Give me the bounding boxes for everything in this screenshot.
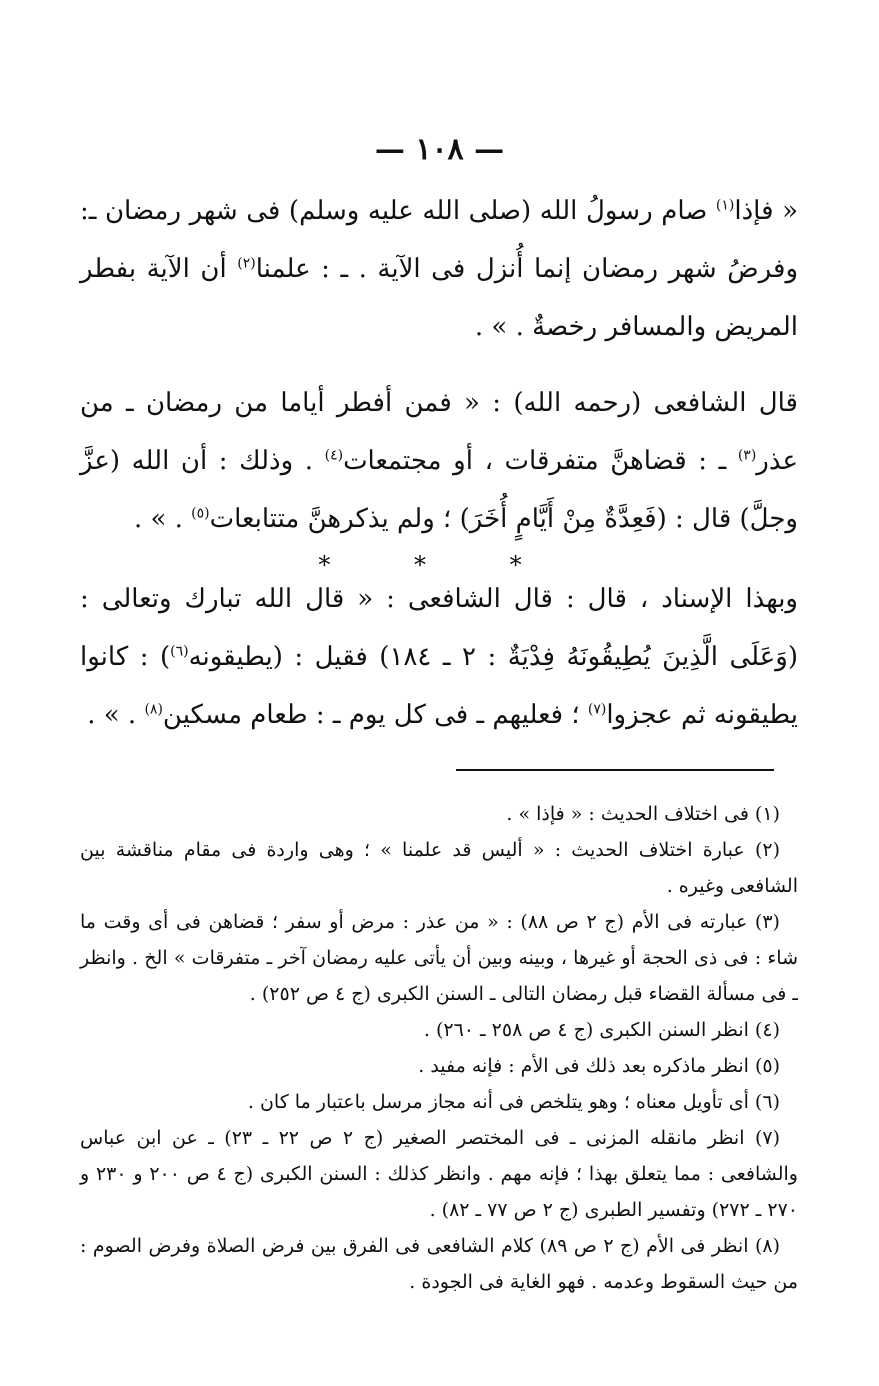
section-separator: * * *	[318, 551, 560, 579]
footnote-ref-6: (٦)	[170, 643, 189, 660]
footnote-6: (٦) أى تأويل معناه ؛ وهو يتلخص فى أنه مجاز مرسل باعتبار ما كان .	[247, 1091, 780, 1113]
text-run: قال الشافعى (رحمه الله) : « فمن أفطر أياما من رمضان ـ من عذر	[80, 388, 798, 476]
text-run: ؛ فعليهم ـ فى كل يوم ـ : طعام مسكين	[162, 700, 588, 730]
footnote-3: (٣) عبارته فى الأم (ج ٢ ص ٨٨) : « من عذر : مرض أو سفر ؛ قضاهن فى أى وقت ما شاء : فى ذى الحجة أو غيرها ، وبينه وبين أن يأتى عليه رمضان آخر ـ متفرقات » الخ . وانظر ـ فى مسألة القضاء قبل رمضان التالى ـ السنن الكبرى (ج ٤ ص ٢٥٢) .	[80, 911, 798, 1005]
footnotes	[80, 796, 798, 1300]
footnote-7: (٧) انظر مانقله المزنى ـ فى المختصر الصغير (ج ٢ ص ٢٢ ـ ٢٣) ـ عن ابن عباس والشافعى : مما يتعلق بهذا ؛ فإنه مهم . وانظر كذلك : السنن الكبرى (ج ٤ ص ٢٠٠ و ٢٣٠ و ٢٧٠ ـ ٢٧٢) وتفسير الطبرى (ج ٢ ص ٧٧ ـ ٨٢) .	[80, 1127, 798, 1221]
text-run: وبهذا الإسناد ، قال : قال الشافعى : « قال الله تبارك وتعالى : (وَعَلَى الَّذِينَ يُطِيقُونَهُ فِدْيَةٌ : ٢ ـ ١٨٤) فقيل : (يطيقونه	[80, 584, 798, 672]
footnote-8: (٨) انظر فى الأم (ج ٢ ص ٨٩) كلام الشافعى فى الفرق بين فرض الصلاة وفرض الصوم : من حيث السقوط وعدمه . فهو الغاية فى الجودة .	[80, 1235, 798, 1293]
footnote-ref-3: (٣)	[737, 447, 757, 464]
footnote-4: (٤) انظر السنن الكبرى (ج ٤ ص ٢٥٨ ـ ٢٦٠) .	[423, 1019, 780, 1041]
text-run: ) : كانوا يطيقونه ثم عجزوا	[80, 642, 798, 730]
footnote-ref-7: (٧)	[587, 701, 607, 718]
footnote-rule	[456, 769, 774, 771]
footnote-1: (١) فى اختلاف الحديث : « فإذا » .	[506, 803, 780, 825]
page-number: — ١٠٨ —	[374, 132, 505, 167]
paragraph-3	[80, 570, 798, 744]
text-run: . » .	[87, 700, 145, 730]
footnote-ref-8: (٨)	[144, 701, 163, 718]
main-text	[80, 182, 798, 744]
footnote-ref-5: (٥)	[191, 505, 210, 522]
text-run: صام رسولُ الله (صلى الله عليه وسلم) فى شهر رمضان ـ: وفرضُ شهر رمضان إنما أُنزل فى الآية . ـ : علمنا	[80, 196, 798, 284]
footnote-ref-4: (٤)	[324, 447, 344, 464]
text-run: . وذلك : أن الله (عزَّ وجلَّ) قال : (فَعِدَّةٌ مِنْ أَيَّامٍ أُخَرَ) ؛ ولم يذكرهنَّ متتابعات	[80, 446, 798, 534]
text-run: . » .	[133, 504, 192, 534]
text-run: « فإذا	[734, 196, 798, 226]
paragraph-1	[80, 182, 798, 356]
footnote-ref-2: (٢)	[237, 255, 256, 272]
text-run: ـ : قضاهنَّ متفرقات ، أو مجتمعات	[343, 446, 738, 476]
footnote-2: (٢) عبارة اختلاف الحديث : « أليس قد علمنا » ؛ وهى واردة فى مقام مناقشة بين الشافعى وغيره .	[80, 839, 798, 897]
paragraph-2	[80, 374, 798, 548]
footnote-5: (٥) انظر ماذكره بعد ذلك فى الأم : فإنه مفيد .	[418, 1055, 780, 1077]
text-run: أن الآية بفطر المريض والمسافر رخصةٌ . » .	[80, 254, 798, 342]
footnote-ref-1: (١)	[715, 197, 735, 214]
